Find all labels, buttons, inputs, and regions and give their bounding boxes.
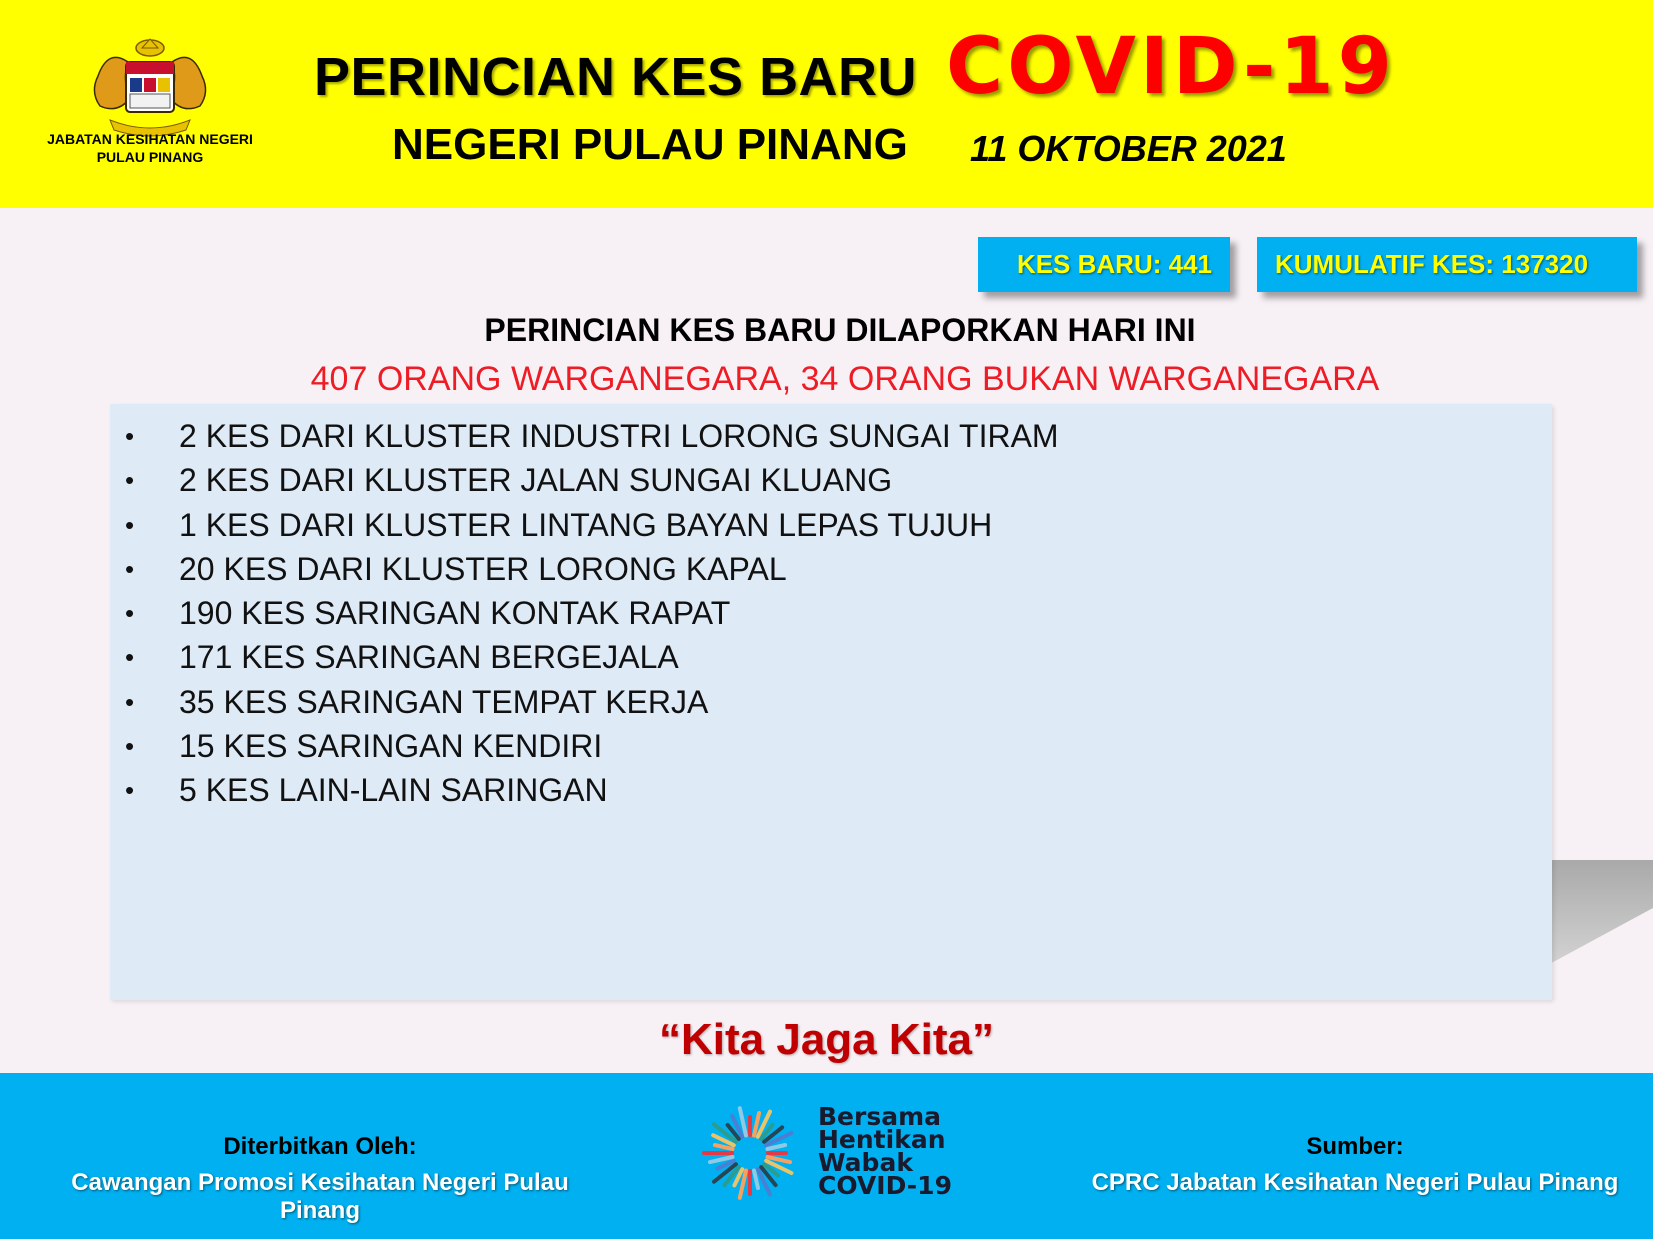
cumulative-cases-badge: KUMULATIF KES: 137320 <box>1257 237 1637 292</box>
bullet-icon: • <box>125 686 135 717</box>
sunburst-logo-icon <box>700 1103 800 1203</box>
bullet-icon: • <box>125 421 135 451</box>
case-text: 35 KES SARINGAN TEMPAT KERJA <box>179 683 709 720</box>
campaign-line: Wabak <box>818 1148 913 1177</box>
campaign-line: Hentikan <box>818 1125 946 1154</box>
case-text: 190 KES SARINGAN KONTAK RAPAT <box>179 595 731 632</box>
case-item <box>110 591 1552 635</box>
case-text: 171 KES SARINGAN BERGEJALA <box>179 639 679 676</box>
covid-title: COVID-19 <box>946 22 1396 112</box>
bullet-icon: • <box>125 509 135 540</box>
case-text: 2 KES DARI KLUSTER JALAN SUNGAI KLUANG <box>179 462 893 499</box>
publisher-name: Cawangan Promosi Kesihatan Negeri Pulau Pinang <box>71 1169 569 1224</box>
case-text: 5 KES LAIN-LAIN SARINGAN <box>179 772 608 809</box>
motto: “Kita Jaga Kita” <box>659 1015 994 1064</box>
campaign-line: Bersama <box>818 1102 942 1131</box>
section-subtitle: 407 ORANG WARGANEGARA, 34 ORANG BUKAN WARGANEGARA <box>310 360 1380 398</box>
report-date: 11 OKTOBER 2021 <box>970 128 1287 169</box>
state-subtitle: NEGERI PULAU PINANG <box>392 120 908 169</box>
case-item <box>110 503 1552 547</box>
case-text: 15 KES SARINGAN KENDIRI <box>179 728 603 765</box>
bullet-icon: • <box>125 731 135 762</box>
bullet-icon: • <box>125 642 135 673</box>
department-line2: PULAU PINANG <box>96 149 204 165</box>
publisher-info <box>40 1133 600 1225</box>
new-cases-badge: KES BARU: 441 <box>978 237 1230 292</box>
bullet-icon: • <box>125 465 135 496</box>
case-item <box>110 680 1552 724</box>
footer <box>0 1073 1653 1239</box>
campaign-slogan <box>818 1102 952 1200</box>
case-details-panel <box>110 404 1552 1000</box>
case-text: 1 KES DARI KLUSTER LINTANG BAYAN LEPAS TUJUH <box>179 506 993 543</box>
section-title: PERINCIAN KES BARU DILAPORKAN HARI INI <box>484 312 1196 348</box>
publisher-label: Diterbitkan Oleh: <box>223 1133 417 1160</box>
source-label: Sumber: <box>1306 1133 1404 1160</box>
source-name: CPRC Jabatan Kesihatan Negeri Pulau Pinang <box>1091 1169 1619 1196</box>
case-text: 2 KES DARI KLUSTER INDUSTRI LORONG SUNGAI TIRAM <box>179 418 1059 454</box>
page-title: PERINCIAN KES BARU <box>314 47 918 107</box>
source-info <box>1090 1133 1620 1197</box>
campaign-line: COVID-19 <box>818 1171 952 1200</box>
case-item <box>110 547 1552 591</box>
case-item <box>110 635 1552 679</box>
case-item <box>110 768 1552 812</box>
bullet-icon: • <box>125 775 135 806</box>
case-item <box>110 414 1552 458</box>
department-name <box>20 130 280 166</box>
bullet-icon: • <box>125 553 135 584</box>
case-list <box>110 404 1552 813</box>
header-banner <box>0 0 1653 208</box>
case-item <box>110 458 1552 502</box>
bullet-icon: • <box>125 598 135 629</box>
department-line1: JABATAN KESIHATAN NEGERI <box>47 131 253 147</box>
case-item <box>110 724 1552 768</box>
case-text: 20 KES DARI KLUSTER LORONG KAPAL <box>179 550 787 587</box>
